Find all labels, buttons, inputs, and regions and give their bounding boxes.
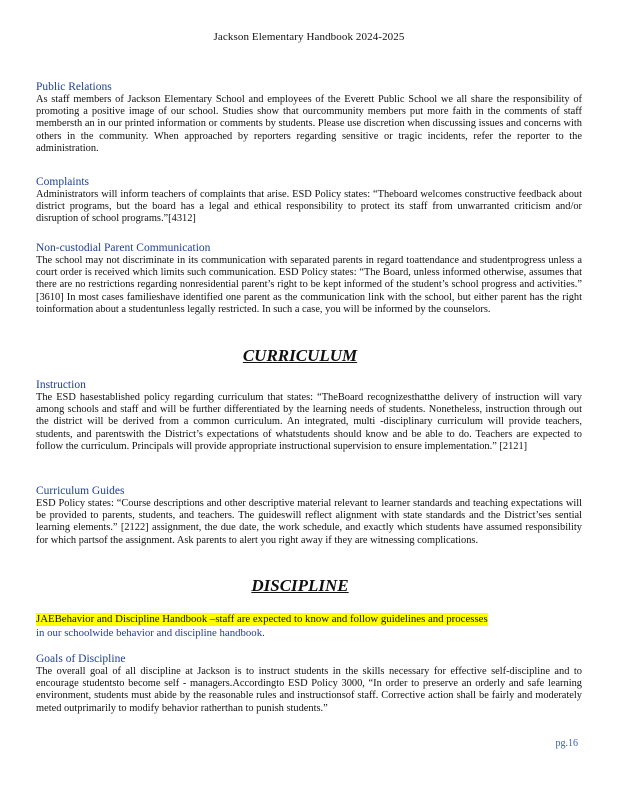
complaints-body: Administrators will inform teachers of complaints that arise. ESD Policy states: “Theboard welcomes constructive feedback about district programs, but the board has a legal and ethical responsibility to protect its staff from unwarranted criticism and/or disruption of school programs.”[4312] bbox=[36, 189, 582, 225]
non-custodial-heading: Non-custodial Parent Communication bbox=[36, 242, 211, 254]
handbook-note-line2: in our schoolwide behavior and discipline handbook. bbox=[36, 627, 265, 639]
goals-body: The overall goal of all discipline at Jackson is to instruct students in the skills necessary for effective self-discipline and to encourage studentsto become self - managers.Accordingto ESD Policy 3000, “In order to preserve an orderly and safe learning environment, students must abide by the reasonable rules and instructionsof staff. Corrective action shall be fairly and moderately meted outprimarily to modify behavior ratherthan to punish students.” bbox=[36, 666, 582, 714]
curriculum-guides-section bbox=[36, 484, 582, 547]
public-relations-body: As staff members of Jackson Elementary School and employees of the Everett Public School we all share the responsibility of promoting a positive image of our school. Studies show that ourcommunity members put more faith in the comments of staff membersth an in our printed information or comments by students. Please use discretion when discussing issues and concerns with others in the community. When approached by reporters regarding sensitive or tragic incidents, refer the reporter to the administration. bbox=[36, 94, 582, 154]
curriculum-guides-heading: Curriculum Guides bbox=[36, 485, 125, 497]
complaints-section bbox=[36, 175, 582, 226]
public-relations-section bbox=[36, 80, 582, 155]
goals-section bbox=[36, 652, 582, 715]
discipline-note bbox=[36, 609, 582, 640]
curriculum-guides-body: ESD Policy states: “Course descriptions and other descriptive material relevant to learner standards and teaching expectations will be provided to parents, students, and teachers. The guideswill reflect alignment with state standards and the District’ses sential learning elements.” [2122] assignment, the due date, the work schedule, and exactly which students have assumed responsibility for which partsof the assignment. Ask parents to alert you right away if they are witnessing complications. bbox=[36, 498, 582, 546]
curriculum-title: CURRICULUM bbox=[242, 346, 358, 365]
non-custodial-body: The school may not discriminate in its communication with separated parents in regard toattendance and studentprogress unless a court order is received which limits such communication. ESD Policy states: “The Board, unless informed otherwise, assumes that there are no restrictions regarding nonresidential parent’s right to be kept informed of the student’s school progress and activities.” [3610] In most cases familieshave identified one parent as the communication link with the school, but either parent has the right toinformation about a studentunless legally restricted. In such a case, you will be informed by the counselors. bbox=[36, 255, 582, 315]
document-header: Jackson Elementary Handbook 2024-2025 bbox=[213, 31, 405, 43]
non-custodial-section bbox=[36, 241, 582, 316]
handbook-highlight: JAEBehavior and Discipline Handbook –staff are expected to know and follow guidelines and processes bbox=[36, 613, 488, 625]
instruction-section bbox=[36, 378, 582, 453]
complaints-heading: Complaints bbox=[36, 176, 90, 188]
instruction-body: The ESD hasestablished policy regarding curriculum that states: “TheBoard recognizesthatthe delivery of instruction will vary among schools and staff and will be further differentiated by the learning needs of students. Nonetheless, instruction through out the district will be derived from a common curriculum. An integrated, multi -disciplinary curriculum will provide teachers, students, and parentswith the District’s expectations of whatstudents should know and be able to do. Teachers are expected to follow the curriculum. Principals will provide appropriate instructional supervision to ensure implementation.” [2121] bbox=[36, 392, 582, 452]
goals-heading: Goals of Discipline bbox=[36, 653, 126, 665]
discipline-title: DISCIPLINE bbox=[251, 576, 349, 595]
instruction-heading: Instruction bbox=[36, 379, 86, 391]
page-number: pg.16 bbox=[555, 738, 578, 749]
public-relations-heading: Public Relations bbox=[36, 81, 112, 93]
